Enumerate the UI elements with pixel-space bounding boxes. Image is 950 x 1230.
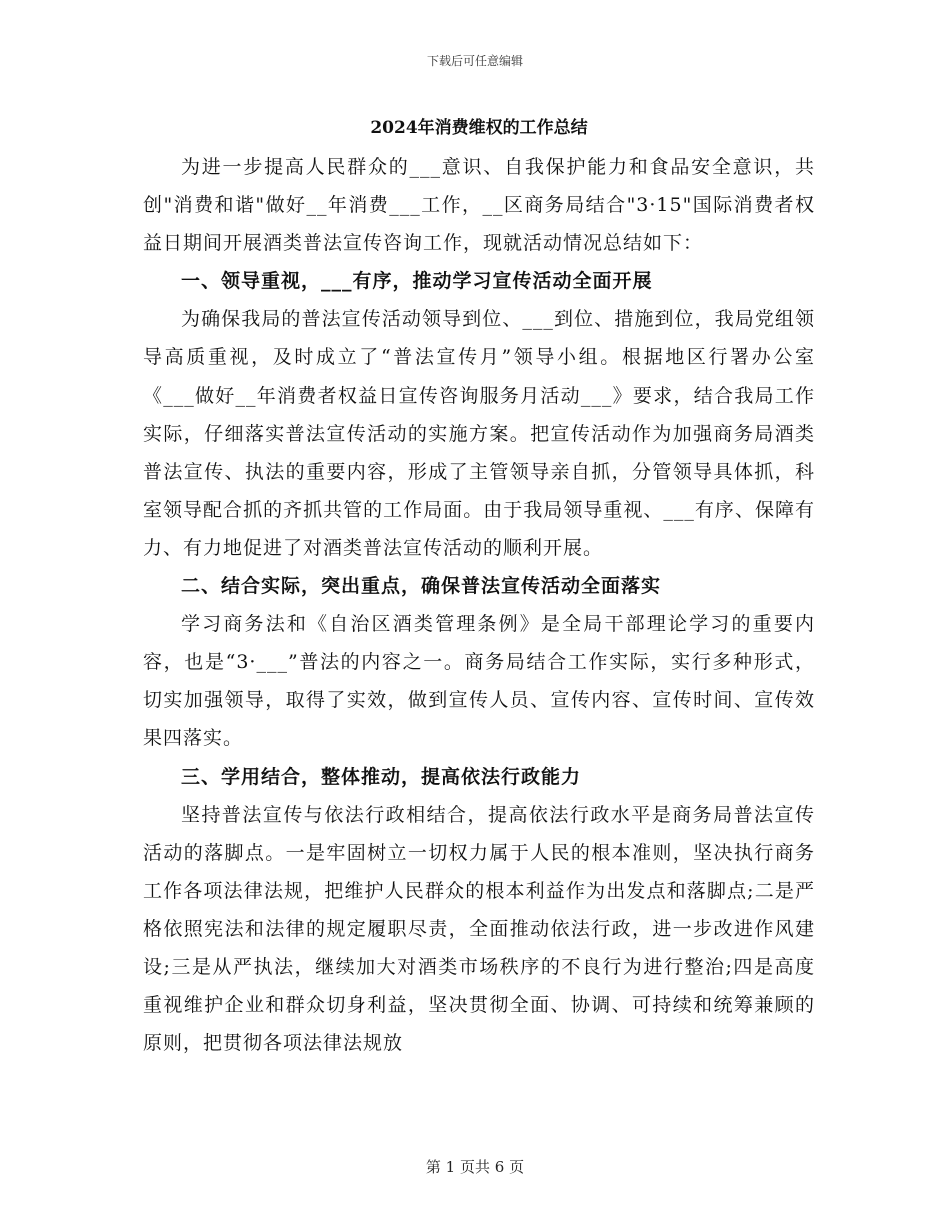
- section-2-body: 学习商务法和《自治区酒类管理条例》是全局干部理论学习的重要内容，也是“3·___”普法的内容之一。商务局结合工作实际，实行多种形式，切实加强领导，取得了实效，做到宣传人员、宣传内容、宣传时间、宣传效果四落实。: [143, 613, 815, 750]
- section-1-heading: 一、领导重视，___有序，推动学习宣传活动全面开展: [181, 270, 653, 293]
- section-3-body: 坚持普法宣传与依法行政相结合，提高依法行政水平是商务局普法宣传活动的落脚点。一是牢固树立一切权力属于人民的根本准则，坚决执行商务工作各项法律法规，把维护人民群众的根本利益作为出发点和落脚点;二是严格依照宪法和法律的规定履职尽责，全面推动依法行政，进一步改进作风建设;三是从严执法，继续加大对酒类市场秩序的不良行为进行整治;四是高度重视维护企业和群众切身利益，坚决贯彻全面、协调、可持续和统筹兼顾的原则，把贯彻各项法律法规放: [143, 803, 815, 1055]
- page-footer: 第 1 页共 6 页: [425, 1158, 525, 1176]
- intro-paragraph: 为进一步提高人民群众的___意识、自我保护能力和食品安全意识，共创"消费和谐"做好__年消费___工作，__区商务局结合"3·15"国际消费者权益日期间开展酒类普法宣传咨询工作，现就活动情况总结如下：: [143, 156, 815, 255]
- section-1-body: 为确保我局的普法宣传活动领导到位、___到位、措施到位，我局党组领导高质重视，及时成立了“普法宣传月”领导小组。根据地区行署办公室《___做好__年消费者权益日宣传咨询服务月活动___》要求，结合我局工作实际，仔细落实普法宣传活动的实施方案。把宣传活动作为加强商务局酒类普法宣传、执法的重要内容，形成了主管领导亲自抓，分管领导具体抓，科室领导配合抓的齐抓共管的工作局面。由于我局领导重视、___有序、保障有力、有力地促进了对酒类普法宣传活动的顺利开展。: [143, 308, 815, 559]
- document-body: [143, 110, 815, 1062]
- section-3-heading: 三、学用结合，整体推动，提高依法行政能力: [181, 765, 582, 788]
- document-title: 2024年消费维权的工作总结: [370, 118, 588, 138]
- page-header: 下载后可任意编辑: [426, 54, 523, 68]
- section-2-heading: 二、结合实际，突出重点，确保普法宣传活动全面落实: [181, 575, 662, 598]
